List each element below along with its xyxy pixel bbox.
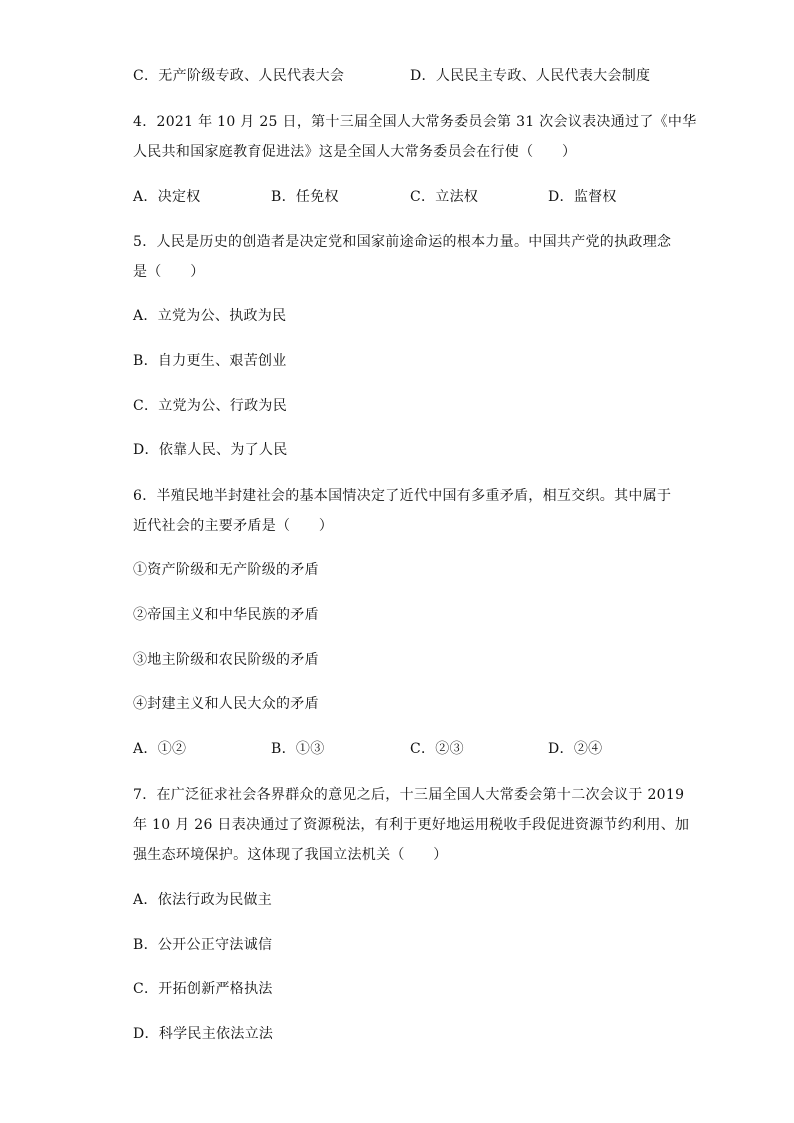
q7-option-a: A．依法行政为民做主: [133, 892, 273, 908]
q6-item-1: ①资产阶级和无产阶级的矛盾: [133, 562, 319, 578]
q5-stem-line2: 是（ ）: [133, 264, 205, 280]
q7-option-d: D．科学民主依法立法: [133, 1026, 274, 1042]
q4-option-a: A．决定权: [133, 189, 201, 205]
q5-stem-line1: 5．人民是历史的创造者是决定党和国家前途命运的根本力量。中国共产党的执政理念: [133, 234, 672, 250]
q7-stem-line3: 强生态环境保护。这体现了我国立法机关（ ）: [133, 847, 448, 863]
q7-option-c: C．开拓创新严格执法: [133, 981, 273, 997]
q6-item-2: ②帝国主义和中华民族的矛盾: [133, 607, 319, 623]
q6-option-d: D．②④: [548, 741, 603, 757]
q4-option-c: C．立法权: [410, 189, 479, 205]
q7-option-b: B．公开公正守法诚信: [133, 937, 273, 953]
q4-stem-line2: 人民共和国家庭教育促进法》这是全国人大常务委员会在行使（ ）: [133, 144, 577, 160]
q6-item-3: ③地主阶级和农民阶级的矛盾: [133, 652, 319, 668]
q6-item-4: ④封建主义和人民大众的矛盾: [133, 696, 319, 712]
q5-option-a: A．立党为公、执政为民: [133, 308, 287, 324]
q7-stem-line1: 7．在广泛征求社会各界群众的意见之后，十三届全国人大常委会第十二次会议于 2019: [133, 787, 685, 803]
q6-stem-line1: 6．半殖民地半封建社会的基本国情决定了近代中国有多重矛盾，相互交织。其中属于: [133, 488, 672, 504]
q6-option-a: A．①②: [133, 741, 187, 757]
q5-option-d: D．依靠人民、为了人民: [133, 442, 288, 458]
q5-option-b: B．自力更生、艰苦创业: [133, 353, 287, 369]
q7-stem-line2: 年 10 月 26 日表决通过了资源税法，有利于更好地运用税收手段促进资源节约利用、加: [133, 817, 690, 833]
q4-stem-line1: 4．2021 年 10 月 25 日，第十三届全国人大常务委员会第 31 次会议表决通过了《中华: [133, 114, 697, 130]
q6-option-b: B．①③: [271, 741, 325, 757]
q5-option-c: C．立党为公、行政为民: [133, 398, 288, 414]
q6-stem-line2: 近代社会的主要矛盾是（ ）: [133, 518, 334, 534]
q4-option-b: B．任免权: [271, 189, 339, 205]
q3-option-c: C．无产阶级专政、人民代表大会: [133, 68, 345, 84]
q4-option-d: D．监督权: [548, 189, 617, 205]
q6-option-c: C．②③: [410, 741, 464, 757]
q3-option-d: D．人民民主专政、人民代表大会制度: [410, 68, 651, 84]
